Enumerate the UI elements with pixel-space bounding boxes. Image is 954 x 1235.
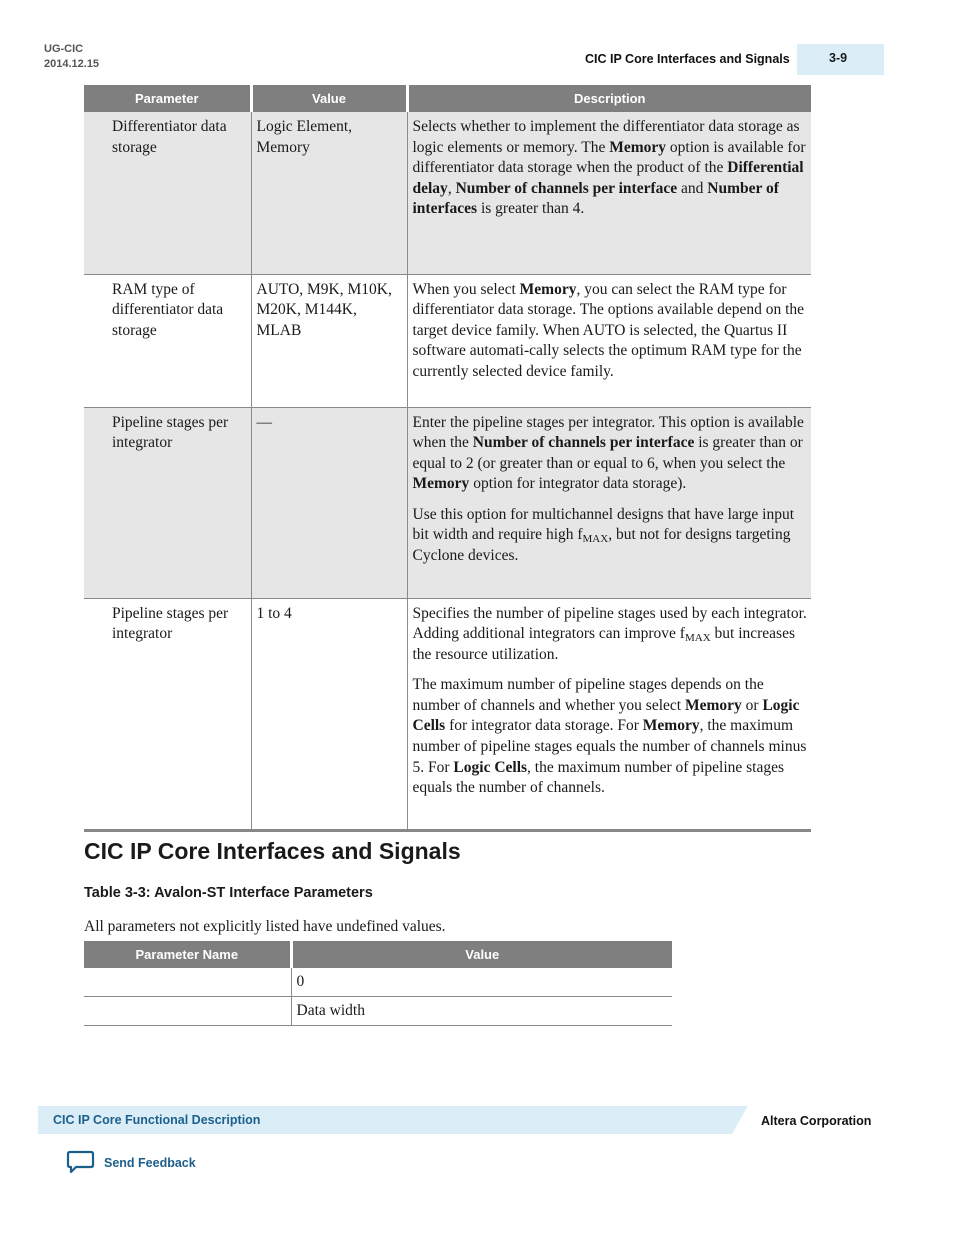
description-cell — [407, 407, 811, 598]
parameter-table — [84, 85, 811, 832]
bold-term: Memory — [519, 280, 577, 298]
page-number: 3-9 — [829, 51, 848, 65]
table-row — [84, 997, 672, 1026]
description-cell — [407, 274, 811, 407]
speech-bubble-icon — [66, 1150, 95, 1175]
send-feedback-link[interactable] — [66, 1150, 196, 1175]
description-cell — [407, 112, 811, 274]
text-run: , the maximum number of pipeline stages equals the number of channels. — [412, 758, 785, 797]
bold-term: Logic Cells — [453, 758, 528, 776]
table-row — [84, 598, 811, 830]
text-run: Specifies the number of pipeline stages used by each integrator. Adding additional integrators can improve f — [412, 604, 807, 643]
col-header-description: Description — [407, 85, 811, 112]
description-cell — [407, 598, 811, 830]
description-paragraph — [413, 280, 808, 383]
col-header-value: Value — [291, 941, 672, 968]
bold-term: Memory — [642, 717, 700, 735]
text-run: , — [447, 179, 456, 197]
doc-id-block — [44, 42, 99, 72]
subscript: MAX — [582, 533, 609, 546]
table-row — [84, 968, 672, 997]
table-note: All parameters not explicitly listed have undefined values. — [84, 918, 446, 935]
description-paragraph — [413, 675, 808, 799]
text-run: option for integrator data storage). — [469, 475, 687, 493]
bold-term: Differential delay — [412, 159, 804, 197]
running-header-title: CIC IP Core Interfaces and Signals — [585, 52, 790, 66]
section-heading: CIC IP Core Interfaces and Signals — [84, 838, 461, 864]
footer-chapter-link[interactable]: CIC IP Core Functional Description — [53, 1113, 261, 1127]
description-paragraph — [413, 505, 808, 567]
subscript: MAX — [684, 632, 711, 645]
avalon-parameter-table — [84, 941, 672, 1026]
parameter-cell: Pipeline stages per integrator — [84, 407, 251, 598]
col-header-parameter-name: Parameter Name — [84, 941, 291, 968]
table-row — [84, 274, 811, 407]
parameter-name-cell — [84, 968, 291, 997]
text-run: Use this option for multichannel designs that have large input bit width and require high f — [412, 505, 795, 544]
parameter-cell: Pipeline stages per integrator — [84, 598, 251, 830]
bold-term: Memory — [609, 138, 667, 156]
text-run: option is available for differentiator data storage when the product of the — [412, 138, 806, 177]
description-paragraph — [413, 117, 808, 220]
description-paragraph — [413, 604, 808, 666]
doc-id: UG-CIC — [44, 43, 84, 55]
value-cell: 1 to 4 — [251, 598, 407, 830]
avalon-table-header — [84, 941, 672, 968]
text-run: , you can select the RAM type for differentiator data storage. The options available depend on the target device family. When AUTO is selected, the Quartus II software automati-cally selects the optimum RAM type for the currently selected device family. — [412, 280, 805, 380]
parameter-cell: RAM type of differentiator data storage — [84, 274, 251, 407]
text-run: for integrator data storage. For — [445, 717, 643, 735]
col-header-parameter: Parameter — [84, 85, 251, 112]
text-run: , the maximum number of pipeline stages equals the number of channels minus 5. For — [412, 717, 807, 776]
footer-company: Altera Corporation — [761, 1114, 872, 1128]
text-run: is greater than or equal to 2 (or greater than or equal to 6, when you select the — [412, 434, 803, 472]
text-run: Selects whether to implement the differentiator data storage as logic elements or memory. The — [412, 118, 800, 156]
bold-term: Logic Cells — [412, 696, 800, 735]
value-cell: AUTO, M9K, M10K, M20K, M144K, MLAB — [251, 274, 407, 407]
value-cell: Data width — [291, 997, 672, 1026]
table-row — [84, 407, 811, 598]
text-run: , but not for designs targeting Cyclone devices. — [412, 526, 791, 565]
bold-term: Number of channels per interface — [455, 179, 678, 197]
text-run: The maximum number of pipeline stages depends on the number of channels and whether you select — [412, 676, 764, 714]
value-cell: — — [251, 407, 407, 598]
page-number-tab — [797, 44, 884, 75]
text-run: Enter the pipeline stages per integrator. This option is available when the — [412, 413, 804, 452]
bold-term: Memory — [684, 696, 742, 714]
send-feedback-label[interactable]: Send Feedback — [104, 1155, 196, 1170]
parameter-name-cell — [84, 997, 291, 1026]
value-cell: 0 — [291, 968, 672, 997]
text-run: When you select — [412, 280, 520, 298]
text-run: and — [677, 179, 708, 197]
table-caption: Table 3-3: Avalon-ST Interface Parameters — [84, 885, 373, 901]
bold-term: Memory — [412, 475, 470, 493]
table-row — [84, 112, 811, 274]
doc-date: 2014.12.15 — [44, 58, 100, 70]
parameter-table-header — [84, 85, 811, 112]
text-run: or — [741, 696, 763, 714]
text-run: is greater than 4. — [477, 200, 585, 218]
bold-term: Number of interfaces — [412, 179, 779, 218]
description-paragraph — [413, 413, 808, 495]
col-header-value: Value — [251, 85, 407, 112]
value-cell: Logic Element, Memory — [251, 112, 407, 274]
bold-term: Number of channels per interface — [472, 434, 695, 452]
text-run: but increases the resource utilization. — [412, 625, 795, 663]
parameter-cell: Differentiator data storage — [84, 112, 251, 274]
